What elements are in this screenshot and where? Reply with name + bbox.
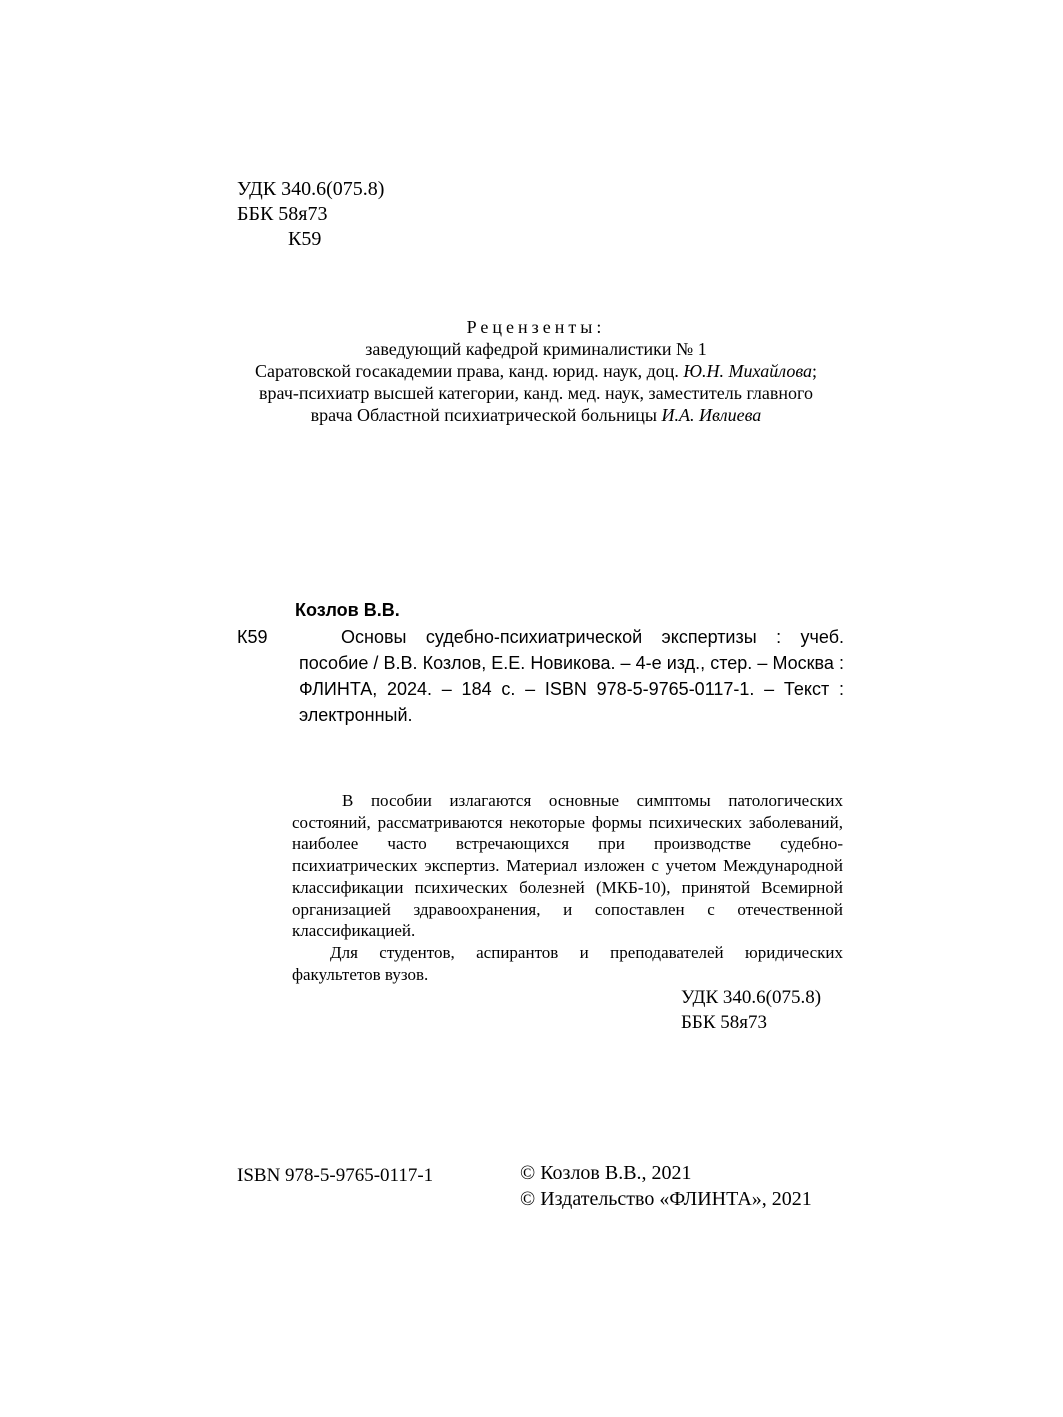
annotation-paragraph-1: В пособии излагаются основные симптомы патологических состояний, рассматриваются некоторые формы психических заболеваний, наиболее часто встречающихся при производстве судебно-психиатрических экспертиз. Материал изложен с учетом Международной классификации психических болезней (МКБ-10), принятой Всемирной организацией здравоохранения, и сопоставлен с отечественной классификацией. [292,791,843,941]
reviewer-line-3: врач-психиатр высшей категории, канд. мед. наук, заместитель главного [259,383,813,403]
bbk-code-bottom: ББК 58я73 [681,1012,767,1033]
reviewer-name-2: И.А. Ивлиева [661,405,762,425]
reviewer-line-2 [200,360,872,382]
bbk-code-top: ББК 58я73 [237,203,328,225]
reviewer-line-2-end: ; [812,361,818,381]
annotation-paragraph-2: Для студентов, аспирантов и преподавателей юридических факультетов вузов. [292,942,843,984]
isbn: ISBN 978-5-9765-0117-1 [237,1165,434,1186]
reviewer-line-1: заведующий кафедрой криминалистики № 1 [365,339,707,359]
udk-code-bottom: УДК 340.6(075.8) [681,987,822,1008]
reviewer-line-4-text: врача Областной психиатрической больницы [310,405,657,425]
reviewers-heading: Рецензенты: [466,317,606,337]
author-code-top: К59 [288,228,322,250]
udk-code-top: УДК 340.6(075.8) [237,178,385,200]
reviewer-line-2-text: Саратовской госакадемии права, канд. юрид. наук, доц. [254,361,679,381]
reviewer-name-1: Ю.Н. Михайлова [683,361,813,381]
reviewer-line-4 [200,404,872,426]
author-heading: Козлов В.В. [295,600,400,620]
author-code-entry: К59 [237,627,268,647]
copyright-publisher: © Издательство «ФЛИНТА», 2021 [520,1188,812,1210]
copyright-author: © Козлов В.В., 2021 [520,1162,692,1184]
annotation [292,790,843,985]
bibliographic-description: Основы судебно-психиатрической экспертизы : учеб. пособие / В.В. Козлов, Е.Е. Новикова. – 4-е изд., стер. – Москва : ФЛИНТА, 2024. – 184 с. – ISBN 978-5-9765-0117-1. – Текст : электронный. [299,627,844,725]
reviewers-block [200,316,872,426]
